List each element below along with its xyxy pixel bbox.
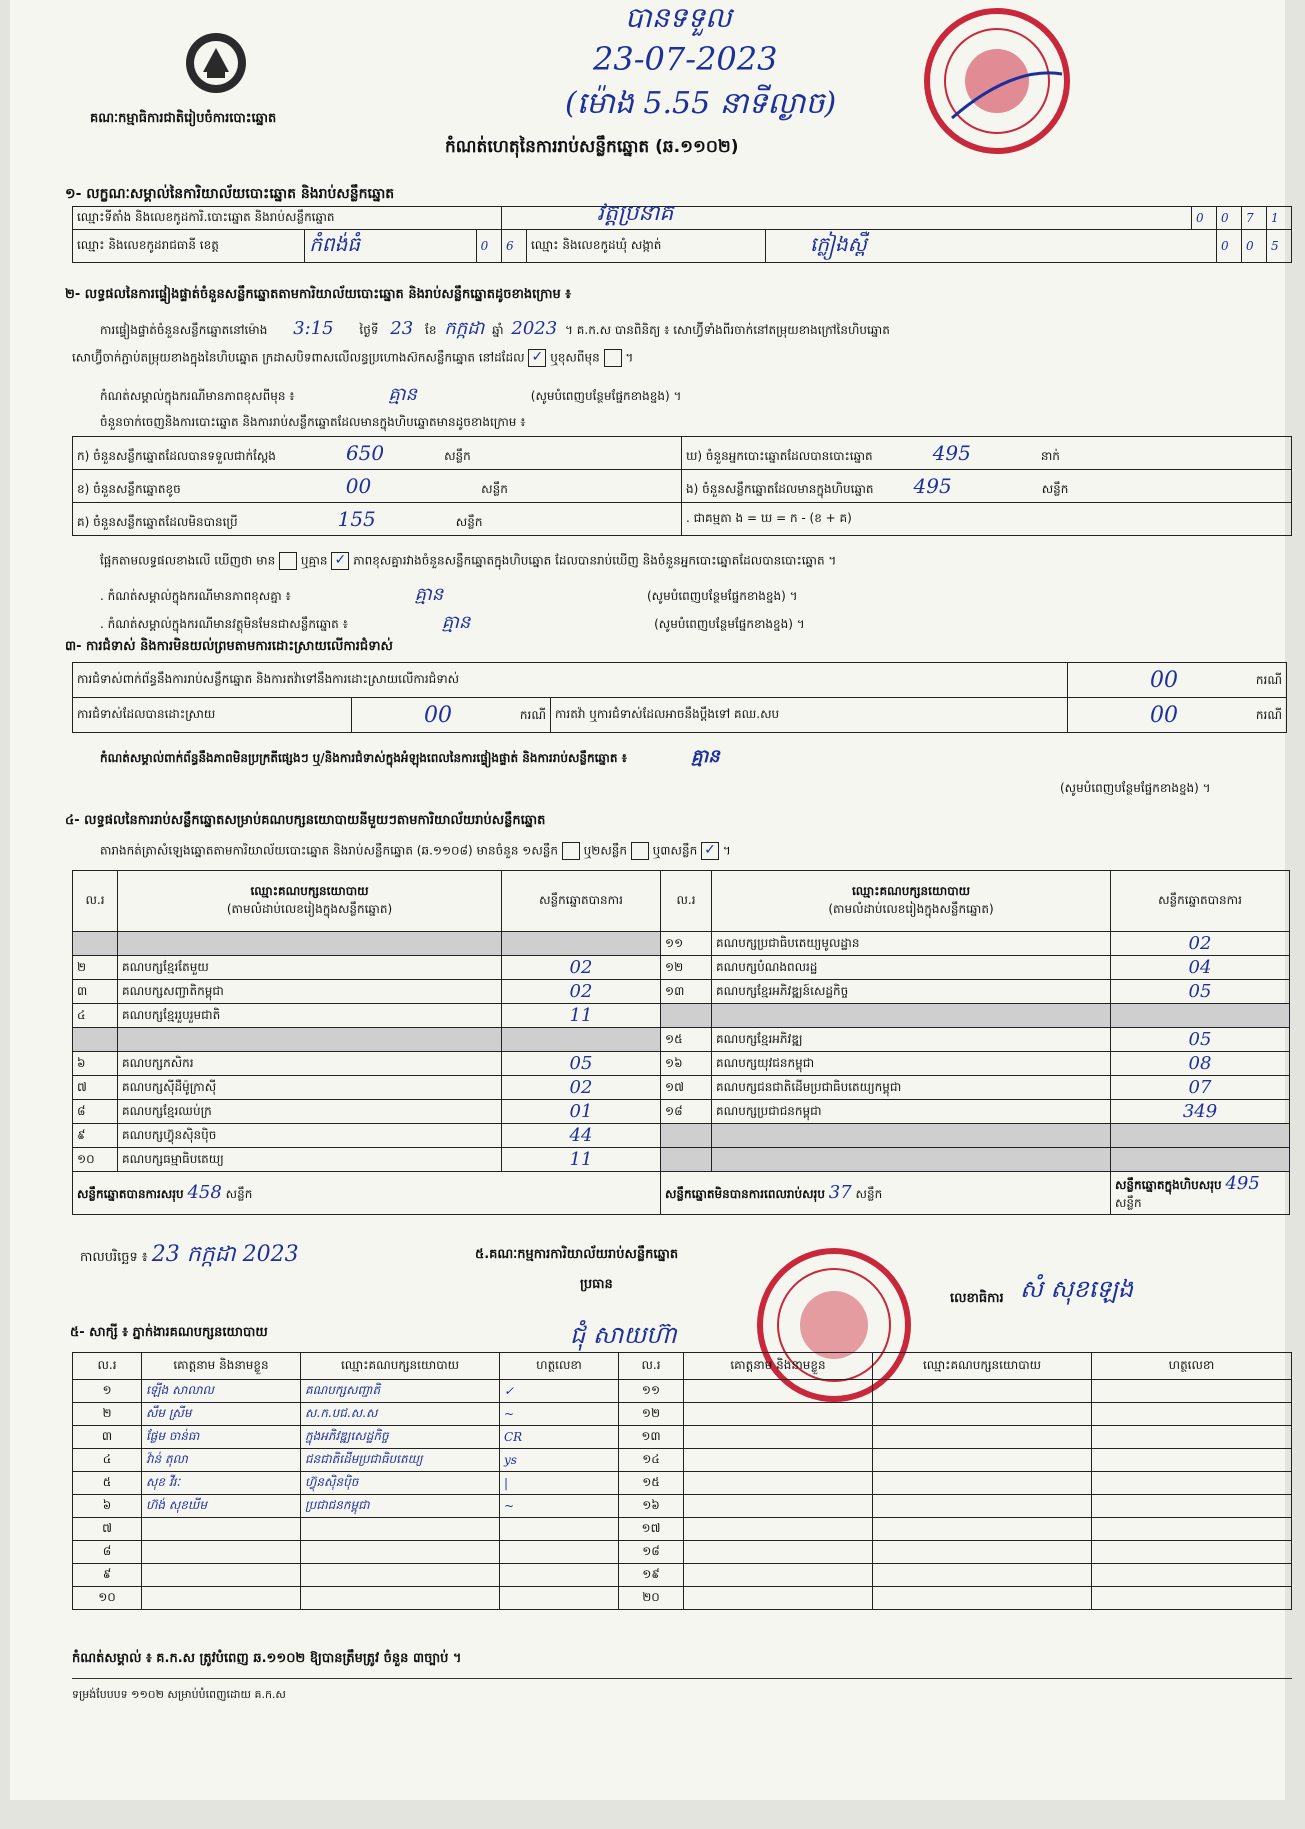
received-time: (ម៉ោង 5.55 នាទីល្ងាច) bbox=[565, 86, 837, 121]
province-code-2: 6 bbox=[502, 230, 527, 263]
total-invalid-unit: សន្លឹក bbox=[855, 1187, 883, 1201]
note-value: គ្មាន bbox=[388, 384, 417, 405]
voters-value: 495 bbox=[932, 440, 971, 465]
witness-col-party-right: ឈ្មោះគណបក្សនយោបាយ bbox=[873, 1353, 1092, 1380]
section5-heading: ៥- សាក្សី ៖ ភ្នាក់ងារគណបក្សនយោបាយ bbox=[70, 1325, 268, 1340]
right-no-10 bbox=[661, 1148, 712, 1172]
left-party-5 bbox=[118, 1028, 502, 1052]
irregularity-hint: (សូមបំពេញបន្ថែមផ្នែកខាងខ្នង) ។ bbox=[1060, 781, 1211, 795]
witness-row bbox=[73, 1449, 1292, 1472]
left-votes-1 bbox=[502, 932, 661, 956]
diff-note-line bbox=[100, 582, 798, 609]
left-no-5 bbox=[73, 1028, 118, 1052]
seal-status-text: សោហ្វ៊ីចាក់ភ្ជាប់តម្រុយខាងក្នុងនៃហិបឆ្នោត ក្រដាសបិទពាសលើលន្ធប្រហោងស៊កសន្លឹកឆ្នោត នៅដដែល bbox=[72, 350, 525, 365]
witness-sign: ys bbox=[500, 1449, 619, 1472]
province-code-1: 0 bbox=[476, 230, 501, 263]
resolved-label: ការជំទាស់ដែលបានដោះស្រាយ bbox=[73, 698, 352, 733]
station-label: ឈ្មោះទីតាំង និងលេខកូដការិ.បោះឆ្នោត និងរាប់សន្លឹកឆ្នោត bbox=[73, 207, 502, 230]
verify-year: 2023 bbox=[511, 318, 558, 339]
secretary-signature: សំ សុខឡេង bbox=[1020, 1275, 1134, 1303]
total-box-value: 495 bbox=[1225, 1173, 1260, 1194]
diff-check-a: ផ្អែកតាមលទ្ធផលខាងលើ ឃើញថា មាន bbox=[100, 553, 276, 568]
note-label: កំណត់សម្គាល់ក្នុងករណីមានភាពខុសពីមុន ៖ bbox=[100, 389, 295, 403]
sheet-count-text: តារាងកត់ត្រាសំឡេងឆ្នោតតាមការិយាល័យបោះឆ្នោត និងរាប់សន្លឹកឆ្នោត (ឆ.១១០៨) មានចំនួន ១សន្លឹក bbox=[100, 843, 558, 858]
diff-note-label: . កំណត់សម្គាល់ក្នុងករណីមានភាពខុសគ្នា ៖ bbox=[100, 589, 291, 603]
right-votes-2: 04 bbox=[1111, 956, 1290, 980]
witness-no-right: ១៤ bbox=[619, 1449, 684, 1472]
witness-row bbox=[73, 1403, 1292, 1426]
left-party-7: គណបក្សស៊ីដឺម៉ូក្រាស៊ី bbox=[118, 1076, 502, 1100]
witness-no: ១០ bbox=[73, 1587, 142, 1610]
left-votes-4: 11 bbox=[502, 1004, 661, 1028]
box-ballots-value: 495 bbox=[913, 473, 952, 498]
irregularity-value: គ្មាន bbox=[691, 746, 720, 767]
commune-label: ឈ្មោះ និងលេខកូដឃុំ សង្កាត់ bbox=[527, 230, 766, 263]
count-table bbox=[72, 436, 1292, 536]
left-party-9: គណបក្សហ៊្វុនស៊ិនប៉ិច bbox=[118, 1124, 502, 1148]
witness-no-right: ២០ bbox=[619, 1587, 684, 1610]
resolved-value: 00 bbox=[423, 702, 452, 728]
witness-no-right: ១៣ bbox=[619, 1426, 684, 1449]
count-intro: ចំនួនចាក់ចេញនិងការបោះឆ្នោត និងការរាប់សន្លឹកឆ្នោតដែលមានក្នុងហិបឆ្នោតមានដូចខាងក្រោម ៖ bbox=[100, 415, 526, 429]
results-row-10 bbox=[73, 1148, 1290, 1172]
witness-no: ២ bbox=[73, 1403, 142, 1426]
station-code-2: 0 bbox=[1217, 207, 1242, 230]
witness-col-no-right: ល.រ bbox=[619, 1353, 684, 1380]
results-table bbox=[72, 870, 1290, 1215]
province-value: កំពង់ធំ bbox=[309, 232, 361, 256]
witness-col-name-left: គោត្តនាម និងនាមខ្លួន bbox=[142, 1353, 301, 1380]
left-party-3: គណបក្សសញ្ជាតិកម្ពុជា bbox=[118, 980, 502, 1004]
object-note-line bbox=[100, 610, 805, 637]
date-value: 23 កក្កដា 2023 bbox=[151, 1242, 299, 1267]
right-votes-3: 05 bbox=[1111, 980, 1290, 1004]
no-difference-checkbox[interactable]: ✓ bbox=[331, 552, 349, 570]
right-party-5: គណបក្សខ្មែរអភិវឌ្ឍ bbox=[712, 1028, 1111, 1052]
left-votes-5 bbox=[502, 1028, 661, 1052]
received-ballots-value: 650 bbox=[345, 440, 385, 465]
total-box-label: សន្លឹកឆ្នោតក្នុងហិបសរុប bbox=[1115, 1178, 1222, 1192]
witness-col-sign-left: ហត្ថលេខា bbox=[500, 1353, 619, 1380]
footer-divider bbox=[72, 1678, 1292, 1679]
results-row-6 bbox=[73, 1052, 1290, 1076]
commune-value: ក្លៀងស្ពឺ bbox=[810, 232, 867, 256]
results-col-no-left: ល.រ bbox=[73, 871, 118, 932]
right-votes-10 bbox=[1111, 1148, 1290, 1172]
object-note-label: . កំណត់សម្គាល់ក្នុងករណីមានវត្ថុមិនមែនជាសន្លឹកឆ្នោត ៖ bbox=[100, 617, 348, 631]
right-party-9 bbox=[712, 1124, 1111, 1148]
witness-col-party-left: ឈ្មោះគណបក្សនយោបាយ bbox=[301, 1353, 500, 1380]
witness-party: ស.ក.បជ.ស.ស bbox=[301, 1403, 500, 1426]
results-row-8 bbox=[73, 1100, 1290, 1124]
witness-name: ផ្លែម ចាន់ធា bbox=[142, 1426, 301, 1449]
box-ballots-label: ង) ចំនួនសន្លឹកឆ្នោតដែលមានក្នុងហិបឆ្នោត bbox=[686, 481, 874, 496]
box-ballots-unit: សន្លឹក bbox=[1041, 481, 1069, 496]
left-votes-6: 05 bbox=[502, 1052, 661, 1076]
three-sheets-checkbox[interactable]: ✓ bbox=[701, 842, 719, 860]
verify-day: 23 bbox=[390, 318, 414, 339]
left-party-4: គណបក្សខ្មែររួបរួមជាតិ bbox=[118, 1004, 502, 1028]
left-party-1 bbox=[118, 932, 502, 956]
results-row-3 bbox=[73, 980, 1290, 1004]
witness-no-right: ១៨ bbox=[619, 1541, 684, 1564]
section3-heading: ៣- ការជំទាស់ និងការមិនយល់ព្រមតាមការដោះស្រាយលើការជំទាស់ bbox=[65, 639, 393, 654]
right-party-6: គណបក្សយុវជនកម្ពុជា bbox=[712, 1052, 1111, 1076]
witness-sign: | bbox=[500, 1472, 619, 1495]
left-no-2: ២ bbox=[73, 956, 118, 980]
witness-no-right: ១៥ bbox=[619, 1472, 684, 1495]
witness-col-sign-right: ហត្ថលេខា bbox=[1092, 1353, 1292, 1380]
left-party-8: គណបក្សខ្មែរឈប់ក្រ bbox=[118, 1100, 502, 1124]
diff-note-hint: (សូមបំពេញបន្ថែមផ្នែកខាងខ្នង) ។ bbox=[646, 589, 798, 603]
left-no-10: ១០ bbox=[73, 1148, 118, 1172]
results-row-9 bbox=[73, 1124, 1290, 1148]
right-no-4 bbox=[661, 1004, 712, 1028]
witness-no-right: ១៧ bbox=[619, 1518, 684, 1541]
total-invalid-value: 37 bbox=[828, 1182, 852, 1203]
right-party-8: គណបក្សប្រជាជនកម្ពុជា bbox=[712, 1100, 1111, 1124]
witness-no: ៨ bbox=[73, 1541, 142, 1564]
right-votes-5: 05 bbox=[1111, 1028, 1290, 1052]
results-col-no-right: ល.រ bbox=[661, 871, 712, 932]
right-votes-1: 02 bbox=[1111, 932, 1290, 956]
two-sheets-label: ឬ២សន្លឹក bbox=[583, 843, 628, 858]
left-votes-10: 11 bbox=[502, 1148, 661, 1172]
form-title: កំណត់ហេតុនៃការរាប់សន្លឹកឆ្នោត (ឆ.១១០២) bbox=[445, 137, 739, 157]
unused-ballots-unit: សន្លឹក bbox=[455, 514, 483, 529]
voters-unit: នាក់ bbox=[1040, 448, 1060, 463]
left-no-7: ៧ bbox=[73, 1076, 118, 1100]
one-sheet-checkbox[interactable] bbox=[562, 842, 580, 860]
right-party-4 bbox=[712, 1004, 1111, 1028]
chair-label: ប្រធាន bbox=[580, 1277, 613, 1292]
section1-table bbox=[72, 201, 1292, 263]
verification-line bbox=[100, 316, 890, 343]
witness-row bbox=[73, 1495, 1292, 1518]
witness-col-name-right: គោត្តនាម និងនាមខ្លួន bbox=[684, 1353, 873, 1380]
object-note-hint: (សូមបំពេញបន្ថែមផ្នែកខាងខ្នង) ។ bbox=[654, 617, 805, 631]
right-party-3: គណបក្សខ្មែរអភិវឌ្ឍន៍សេដ្ឋកិច្ច bbox=[712, 980, 1111, 1004]
witness-no-right: ១១ bbox=[619, 1380, 684, 1403]
right-votes-4 bbox=[1111, 1004, 1290, 1028]
results-col-party-left: ឈ្មោះគណបក្សនយោបាយ bbox=[250, 884, 369, 898]
diff-check-c: ភាពខុសគ្នារវាងចំនួនសន្លឹកឆ្នោតក្នុងហិបឆ្នោត ដែលបានរាប់ឃើញ និងចំនួនអ្នកបោះឆ្នោតដែលបានបោះឆ្នោត ។ bbox=[353, 553, 837, 568]
station-code-4: 1 bbox=[1267, 207, 1292, 230]
form-sheet bbox=[10, 0, 1285, 1800]
witness-row bbox=[73, 1541, 1292, 1564]
section1-heading: ១- លក្ខណៈសម្គាល់នៃការិយាល័យបោះឆ្នោត និងរាប់សន្លឹកឆ្នោត bbox=[65, 186, 395, 202]
total-valid-value: 458 bbox=[187, 1182, 222, 1203]
results-col-votes-left: សន្លឹកឆ្នោតបានការ bbox=[502, 871, 661, 932]
date-line bbox=[80, 1240, 299, 1272]
committee-label: ៥.គណៈកម្មការការិយាល័យរាប់សន្លឹកឆ្នោត bbox=[475, 1247, 679, 1262]
chair-signature: ជុំ សាយហ៊ា bbox=[570, 1321, 677, 1349]
right-votes-7: 07 bbox=[1111, 1076, 1290, 1100]
footer-note: កំណត់សម្គាល់ ៖ គ.ក.ស ត្រូវបំពេញ ឆ.១១០២ ឱ្យបានត្រឹមត្រូវ ចំនួន ៣ច្បាប់ ។ bbox=[72, 1651, 462, 1666]
witness-party: គណបក្សសញ្ជាតិ bbox=[301, 1380, 500, 1403]
sheet-count-line: តារាងកត់ត្រាសំឡេងឆ្នោតតាមការិយាល័យបោះឆ្នោត និងរាប់សន្លឹកឆ្នោត (ឆ.១១០៨) មានចំនួន ១សន្លឹក ឬ២សន្លឹក ឬ៣សន្លឹក ✓ ។ bbox=[100, 842, 731, 858]
section4-heading: ៤- លទ្ធផលនៃការរាប់សន្លឹកឆ្នោតសម្រាប់គណបក្សនយោបាយនីមួយៗតាមការិយាល័យរាប់សន្លឹកឆ្នោត bbox=[65, 813, 546, 828]
right-no-9 bbox=[661, 1124, 712, 1148]
irregularity-line bbox=[100, 744, 720, 771]
results-row-7 bbox=[73, 1076, 1290, 1100]
right-votes-9 bbox=[1111, 1124, 1290, 1148]
objection-value: 00 bbox=[1149, 667, 1178, 693]
witness-sign: ~ bbox=[500, 1403, 619, 1426]
left-no-3: ៣ bbox=[73, 980, 118, 1004]
right-votes-8: 349 bbox=[1111, 1100, 1290, 1124]
witness-row bbox=[73, 1426, 1292, 1449]
received-ballots-label: ក) ចំនួនសន្លឹកឆ្នោតដែលបានទទួលជាក់ស្តែង bbox=[77, 448, 276, 463]
province-label: ឈ្មោះ និងលេខកូដរាជធានី ខេត្ត bbox=[73, 230, 305, 263]
nec-emblem bbox=[183, 30, 249, 96]
witness-no-right: ១៦ bbox=[619, 1495, 684, 1518]
objection-label: ការជំទាស់ពាក់ព័ន្ធនឹងការរាប់សន្លឹកឆ្នោត និងការតវ៉ាទៅនឹងការដោះស្រាយលើការជំទាស់ bbox=[73, 663, 1068, 698]
right-party-2: គណបក្សបំណងពលរដ្ឋ bbox=[712, 956, 1111, 980]
note-line bbox=[100, 382, 681, 409]
appeal-value: 00 bbox=[1149, 702, 1178, 728]
results-row-2 bbox=[73, 956, 1290, 980]
witness-name: សុខ វីរៈ bbox=[142, 1472, 301, 1495]
witness-col-no-left: ល.រ bbox=[73, 1353, 142, 1380]
witness-no: ៥ bbox=[73, 1472, 142, 1495]
verify-month-label: ខែ bbox=[425, 323, 437, 337]
has-difference-checkbox[interactable] bbox=[279, 552, 297, 570]
spoiled-ballots-value: 00 bbox=[345, 473, 372, 498]
left-no-8: ៨ bbox=[73, 1100, 118, 1124]
org-name: គណៈកម្មាធិការជាតិរៀបចំការបោះឆ្នោត bbox=[90, 111, 277, 126]
section2-heading: ២- លទ្ធផលនៃការផ្ទៀងផ្ទាត់ចំនួនសន្លឹកឆ្នោតតាមការិយាល័យបោះឆ្នោត និងរាប់សន្លឹកឆ្នោតដូចខាងក្រោម ៖ bbox=[65, 287, 571, 302]
witness-row bbox=[73, 1518, 1292, 1541]
received-date: 23-07-2023 bbox=[593, 40, 778, 78]
results-col-votes-right: សន្លឹកឆ្នោតបានការ bbox=[1111, 871, 1290, 932]
witness-no: ៤ bbox=[73, 1449, 142, 1472]
formula-note: . ជាគម្មតា ង = ឃ = ក - (ខ + គ) bbox=[682, 503, 1292, 536]
witness-name: ឡើង សាលាល bbox=[142, 1380, 301, 1403]
results-row-5 bbox=[73, 1028, 1290, 1052]
voters-label: ឃ) ចំនួនអ្នកបោះឆ្នោតដែលបានបោះឆ្នោត bbox=[686, 448, 873, 463]
witness-party: ជនជាតិដើមប្រជាធិបតេយ្យ bbox=[301, 1449, 500, 1472]
official-seal bbox=[922, 6, 1072, 156]
unused-ballots-value: 155 bbox=[337, 506, 376, 531]
verify-time: 3:15 bbox=[293, 318, 334, 339]
right-party-1: គណបក្សប្រជាធិបតេយ្យមូលដ្ឋាន bbox=[712, 932, 1111, 956]
witness-sign: CR bbox=[500, 1426, 619, 1449]
witness-no: ១ bbox=[73, 1380, 142, 1403]
note-hint: (សូមបំពេញបន្ថែមផ្នែកខាងខ្នង) ។ bbox=[530, 389, 682, 403]
verify-seal-text: ។ គ.ក.ស បានពិនិត្យ ៖ សោហ្វ៊ីទាំងពីរចាក់នៅតម្រុយខាងក្រៅនៃហិបឆ្នោត bbox=[565, 323, 890, 337]
commune-code-2: 0 bbox=[1242, 230, 1267, 263]
object-note-value: គ្មាន bbox=[441, 612, 471, 633]
left-votes-9: 44 bbox=[502, 1124, 661, 1148]
appeal-unit: ករណី bbox=[1255, 707, 1282, 722]
witness-no: ៧ bbox=[73, 1518, 142, 1541]
left-party-2: គណបក្សខ្មែរតែមួយ bbox=[118, 956, 502, 980]
witness-party: ក្នុងអភិវឌ្ឍសេដ្ឋកិច្ច bbox=[301, 1426, 500, 1449]
footer-form-ref: ទម្រង់បែបបទ ១១០២ សម្រាប់បំពេញដោយ គ.ក.ស bbox=[72, 1688, 286, 1701]
left-no-6: ៦ bbox=[73, 1052, 118, 1076]
witness-no: ៩ bbox=[73, 1564, 142, 1587]
left-no-4: ៤ bbox=[73, 1004, 118, 1028]
diff-note-value: គ្មាន bbox=[414, 584, 444, 605]
witness-table bbox=[72, 1352, 1292, 1610]
results-col-party-right: ឈ្មោះគណបក្សនយោបាយ bbox=[851, 884, 971, 898]
verify-year-label: ឆ្នាំ bbox=[492, 323, 504, 337]
irregularity-label: កំណត់សម្គាល់ពាក់ព័ន្ធនឹងភាពមិនប្រក្រតីផ្សេងៗ ឬ/និងការជំទាស់ក្នុងអំឡុងពេលនៃការផ្ទៀងផ្ទាត់ និងការរាប់សន្លឹកឆ្នោត ៖ bbox=[100, 751, 627, 765]
witness-row bbox=[73, 1472, 1292, 1495]
witness-row bbox=[73, 1564, 1292, 1587]
right-no-6: ១៦ bbox=[661, 1052, 712, 1076]
witness-no-right: ១២ bbox=[619, 1403, 684, 1426]
witness-party: ប្រជាជនកម្ពុជា bbox=[301, 1495, 500, 1518]
witness-no: ៣ bbox=[73, 1426, 142, 1449]
resolved-unit: ករណី bbox=[519, 707, 546, 722]
witness-row bbox=[73, 1587, 1292, 1610]
received-ballots-unit: សន្លឹក bbox=[444, 448, 471, 463]
witness-name: សឹម ស្រីម bbox=[142, 1403, 301, 1426]
spoiled-ballots-label: ខ) ចំនួនសន្លឹកឆ្នោតខូច bbox=[77, 481, 181, 496]
total-valid-unit: សន្លឹក bbox=[225, 1187, 253, 1201]
right-no-7: ១៧ bbox=[661, 1076, 712, 1100]
right-no-5: ១៥ bbox=[661, 1028, 712, 1052]
right-no-1: ១១ bbox=[661, 932, 712, 956]
right-party-7: គណបក្សជនជាតិដើមប្រជាធិបតេយ្យកម្ពុជា bbox=[712, 1076, 1111, 1100]
date-label: កាលបរិច្ឆេទ ៖ bbox=[80, 1250, 148, 1265]
verify-month: កក្កដា bbox=[444, 318, 485, 339]
witness-name: វ៉ាន់ តុលា bbox=[142, 1449, 301, 1472]
changed-checkbox[interactable] bbox=[604, 349, 622, 367]
difference-line bbox=[100, 552, 836, 571]
witness-no-right: ១៩ bbox=[619, 1564, 684, 1587]
commune-code-3: 5 bbox=[1267, 230, 1292, 263]
left-party-6: គណបក្សកសិករ bbox=[118, 1052, 502, 1076]
witness-name: ហ៊ង់ សុខឃីម bbox=[142, 1495, 301, 1518]
right-votes-6: 08 bbox=[1111, 1052, 1290, 1076]
two-sheets-checkbox[interactable] bbox=[631, 842, 649, 860]
received-label: បានទទួល bbox=[625, 1, 732, 34]
left-no-1 bbox=[73, 932, 118, 956]
right-no-3: ១៣ bbox=[661, 980, 712, 1004]
verify-day-label: ថ្ងៃទី bbox=[359, 323, 379, 337]
left-votes-3: 02 bbox=[502, 980, 661, 1004]
seal-status-line: សោហ្វ៊ីចាក់ភ្ជាប់តម្រុយខាងក្នុងនៃហិបឆ្នោត ក្រដាសបិទពាសលើលន្ធប្រហោងស៊កសន្លឹកឆ្នោត នៅដដែល ✓ ឬខុសពីមុន ។ bbox=[72, 349, 634, 365]
secretary-label: លេខាធិការ bbox=[950, 1291, 1004, 1306]
unchanged-checkbox[interactable]: ✓ bbox=[528, 349, 546, 367]
results-col-party-sub-right: (តាមលំដាប់លេខរៀងក្នុងសន្លឹកឆ្នោត) bbox=[828, 902, 994, 916]
total-box-unit: សន្លឹក bbox=[1115, 1196, 1142, 1210]
right-no-8: ១៨ bbox=[661, 1100, 712, 1124]
results-row-1 bbox=[73, 932, 1290, 956]
witness-row bbox=[73, 1380, 1292, 1403]
left-no-9: ៩ bbox=[73, 1124, 118, 1148]
objection-table bbox=[72, 662, 1287, 733]
witness-sign: ✓ bbox=[500, 1380, 619, 1403]
station-code-1: 0 bbox=[1192, 207, 1217, 230]
left-votes-2: 02 bbox=[502, 956, 661, 980]
changed-label: ឬខុសពីមុន bbox=[550, 350, 600, 365]
left-votes-7: 02 bbox=[502, 1076, 661, 1100]
results-totals bbox=[73, 1172, 1290, 1215]
left-votes-8: 01 bbox=[502, 1100, 661, 1124]
diff-check-b: ឬគ្មាន bbox=[300, 553, 328, 568]
total-valid-label: សន្លឹកឆ្នោតបានការសរុប bbox=[77, 1187, 184, 1201]
station-value: វត្តប្រនាគ bbox=[597, 201, 674, 226]
unused-ballots-label: គ) ចំនួនសន្លឹកឆ្នោតដែលមិនបានប្រើ bbox=[77, 514, 238, 529]
witness-party: ហ៊្វុនស៊ិនប៉ិច bbox=[301, 1472, 500, 1495]
station-code-3: 7 bbox=[1242, 207, 1267, 230]
right-party-10 bbox=[712, 1148, 1111, 1172]
verify-time-label: ការផ្ទៀងផ្ទាត់ចំនួនសន្លឹកឆ្នោតនៅម៉ោង bbox=[100, 323, 268, 337]
three-sheets-label: ឬ៣សន្លឹក bbox=[652, 843, 698, 858]
objection-unit: ករណី bbox=[1255, 672, 1282, 687]
results-col-party-sub-left: (តាមលំដាប់លេខរៀងក្នុងសន្លឹកឆ្នោត) bbox=[226, 902, 393, 916]
spoiled-ballots-unit: សន្លឹក bbox=[481, 481, 508, 496]
appeal-label: ការតវ៉ា ឬការជំទាស់ដែលអាចនឹងប្តឹងទៅ គឈ.សប bbox=[551, 698, 1068, 733]
total-invalid-label: សន្លឹកឆ្នោតមិនបានការពេលរាប់សរុប bbox=[665, 1187, 825, 1201]
left-party-10: គណបក្សធម្មាធិបតេយ្យ bbox=[118, 1148, 502, 1172]
witness-sign: ~ bbox=[500, 1495, 619, 1518]
right-no-2: ១២ bbox=[661, 956, 712, 980]
commune-code-1: 0 bbox=[1217, 230, 1242, 263]
results-row-4 bbox=[73, 1004, 1290, 1028]
witness-no: ៦ bbox=[73, 1495, 142, 1518]
